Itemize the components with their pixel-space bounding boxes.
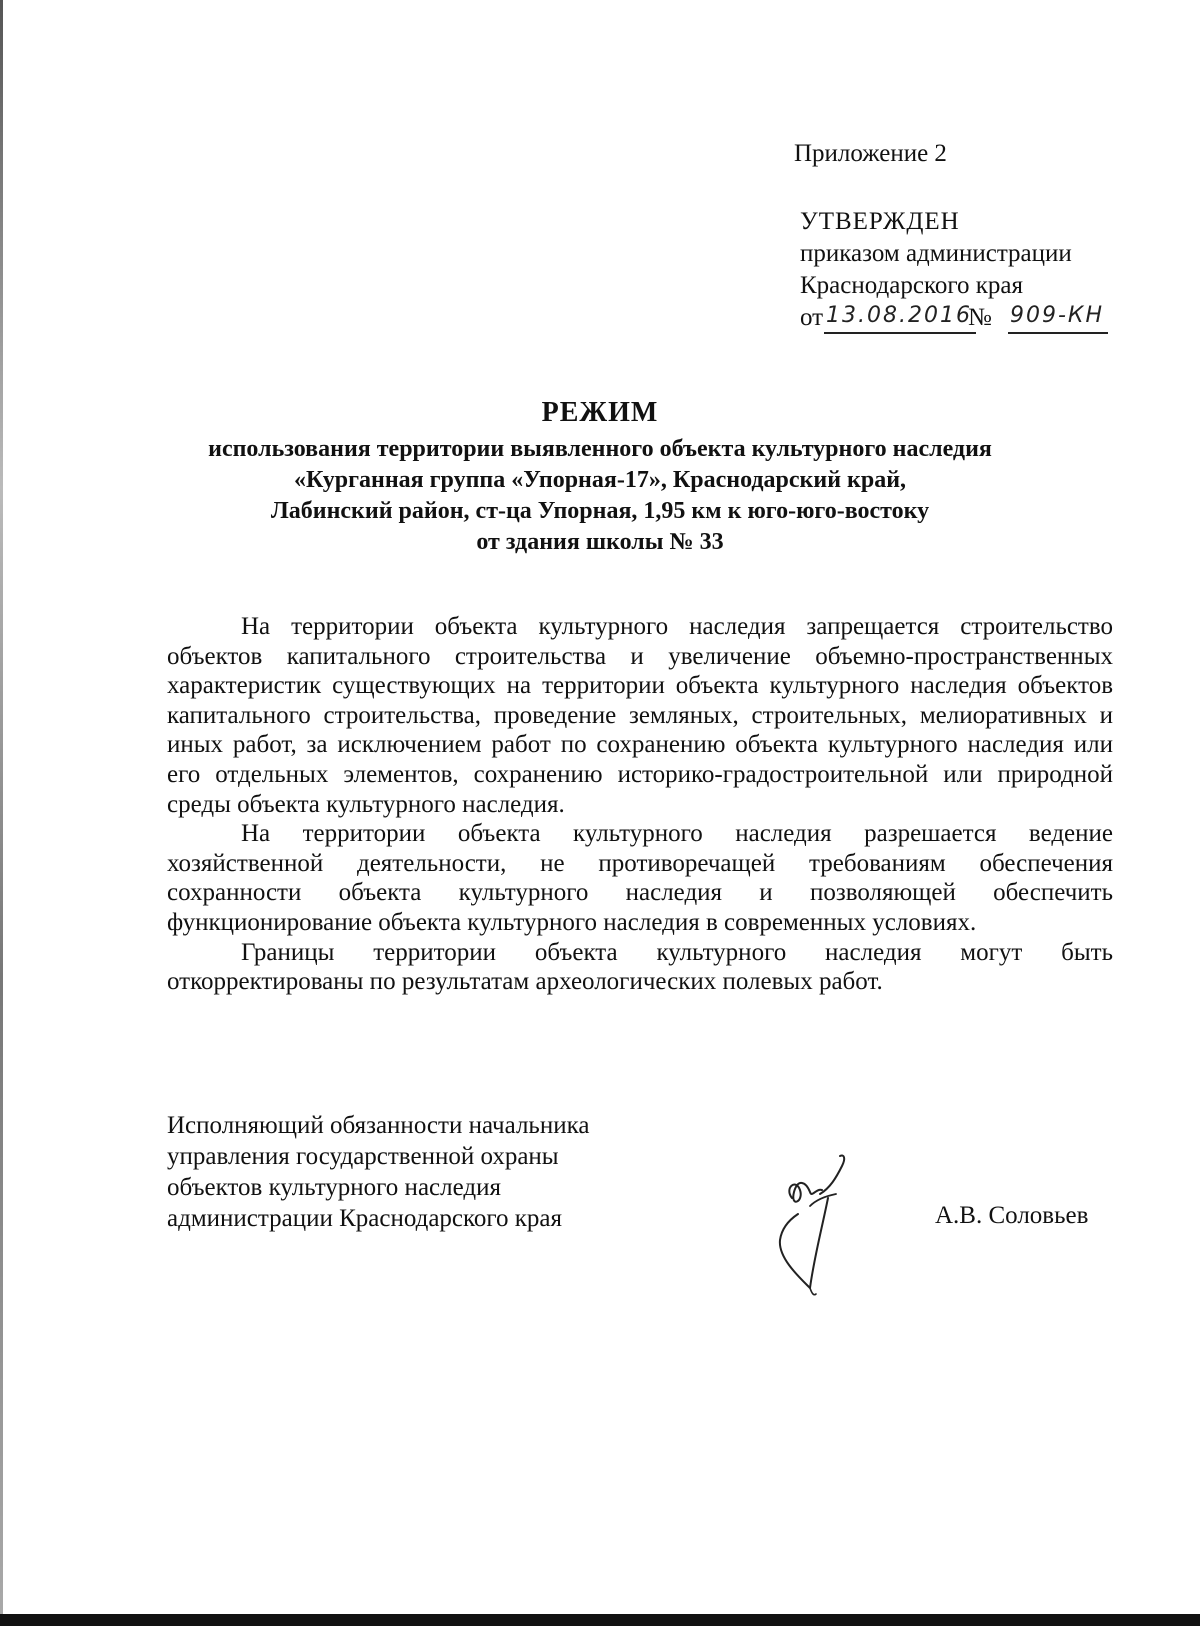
position-line-3: объектов культурного наследия — [167, 1174, 501, 1201]
body-paragraph-3: Границы территории объекта культурного наследия могут быть откорректированы по результатам археологических полевых работ. — [167, 938, 1113, 996]
signer-name: А.В. Соловьев — [935, 1202, 1089, 1229]
order-number-sign: № — [968, 304, 992, 331]
scan-left-edge — [0, 0, 3, 1626]
position-line-1: Исполняющий обязанности начальника — [167, 1112, 590, 1139]
approved-line-1: приказом администрации — [800, 240, 1072, 267]
order-prefix: от — [800, 304, 824, 331]
subtitle-line-3: Лабинский район, ст-ца Упорная, 1,95 км к юго-юго-востоку — [270, 498, 930, 524]
body-paragraph-1: На территории объекта культурного наследия запрещается строительство объектов капитального строительства и увеличение объемно-пространственных характеристик существующих на территории объекта культурного наследия объектов капитального строительства, проведение земляных, строительных, мелиоративных и иных работ, за исключением работ по сохранению объекта культурного наследия или его отдельных элементов, сохранению историко-градостроительной или природной среды объекта культурного наследия. — [167, 613, 1113, 818]
order-date-handwritten: 13.08.2016 — [824, 300, 976, 334]
signatory-position — [167, 1110, 589, 1234]
attachment-label: Приложение 2 — [794, 140, 947, 167]
approved-line-2: Краснодарского края — [800, 272, 1023, 299]
document-subtitle — [120, 434, 1080, 558]
approved-title: УТВЕРЖДЕН — [800, 208, 960, 235]
body-paragraph-2: На территории объекта культурного наследия разрешается ведение хозяйственной деятельности, не противоречащей требованиям обеспечения сохранности объекта культурного наследия и позволяющей обеспечить функционирование объекта культурного наследия в современных условиях. — [167, 820, 1113, 936]
subtitle-line-4: от здания школы № 33 — [476, 529, 724, 555]
order-line — [800, 302, 1105, 336]
document-body — [167, 612, 1113, 997]
subtitle-line-1: использования территории выявленного объекта культурного наследия — [208, 436, 992, 462]
handwritten-signature — [770, 1148, 880, 1298]
scan-bottom-edge — [0, 1614, 1200, 1626]
subtitle-line-2: «Курганная группа «Упорная-17», Краснодарский край, — [293, 467, 907, 493]
document-title: РЕЖИМ — [541, 397, 659, 428]
approval-block — [800, 206, 1105, 336]
document-title-block — [120, 398, 1080, 558]
position-line-2: управления государственной охраны — [167, 1143, 559, 1170]
order-number-handwritten: 909-КН — [1008, 300, 1108, 334]
position-line-4: администрации Краснодарского края — [167, 1205, 563, 1232]
